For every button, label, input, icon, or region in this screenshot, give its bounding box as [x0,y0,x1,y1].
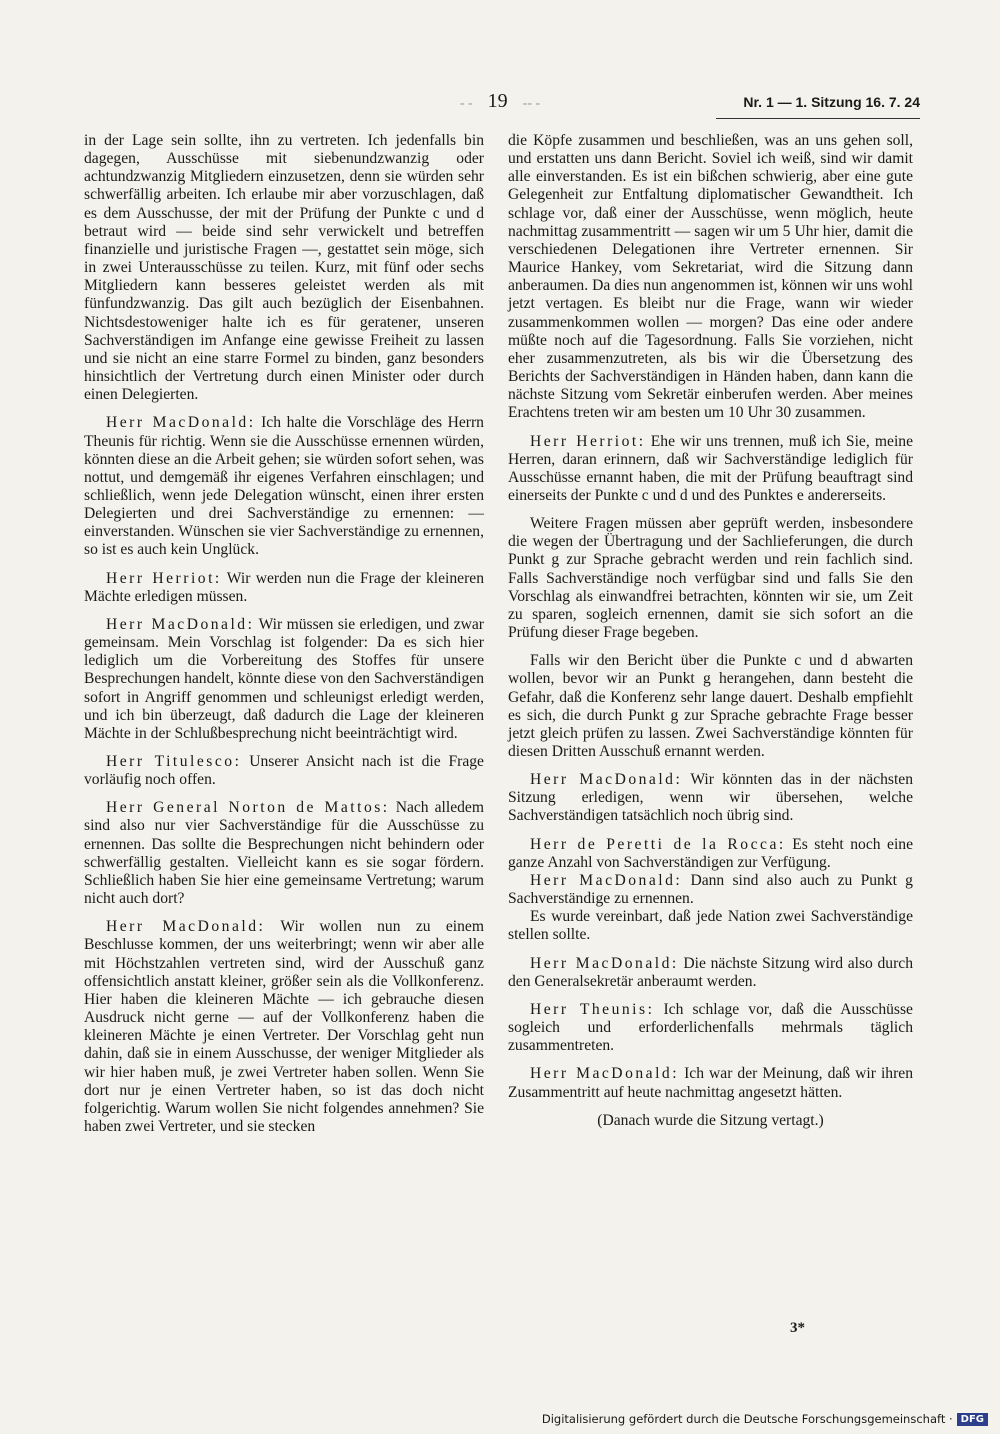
paragraph [508,515,913,642]
paragraph-text: Ich war der Meinung, daß wir ihren Zusammentritt auf heute nachmittag angesetzt hätten. [508,1065,913,1101]
footer-text: Digitalisierung gefördert durch die Deutsche Forschungsgemeinschaft · [541,1412,953,1426]
paragraph-text: Wir könnten das in der nächsten Sitzung erledigen, wenn wir übersehen, welche Sachverständigen tatsächlich noch übrig sind. [508,771,914,825]
speech-paragraph [508,836,913,872]
speaker-name: Herr MacDonald: [530,771,683,789]
speech-paragraph [508,955,913,991]
paragraph-text: Die nächste Sitzung wird also durch den Generalsekretär anberaumt werden. [508,954,914,990]
speech-paragraph [508,1065,913,1101]
footer-credit [542,1412,988,1426]
speaker-name: Herr MacDonald: [530,871,683,889]
paragraph-text: Es wurde vereinbart, daß jede Nation zwei Sachverständige stellen sollte. [508,908,913,944]
speech-paragraph [84,799,484,908]
paragraph-text: Nach alledem sind also nur vier Sachverständige für die Ausschüsse zu ernennen. Das sollte die Besprechungen nicht behindern oder schwerfällig gestalten. Vielleicht kann es sie sogar fördern. Schließlich haben Sie hier eine gemeinsame Vertretung; warum nicht auch dort? [84,799,484,908]
speaker-name: Herr Titulesco: [106,753,242,770]
paragraph-text: Ich halte die Vorschläge des Herrn Theunis für richtig. Wenn sie die Ausschüsse ernennen würden, könnten diese an die Arbeit gehen; sie würden sofort sehen, was nottut, und demgemäß ihr eigenes Verfahren einschlagen; und schließlich, wenn jede Delegation wünscht, einen ihrer ersten Delegierten und drei Sachverständige zu ernennen: — einverstanden. Wünschen sie vier Sachverständige zu ernennen, so ist es auch kein Unglück. [84,414,484,559]
paragraph-text: Falls wir den Bericht über die Punkte c und d abwarten wollen, bevor wir an Punkt g herangehen, dann besteht die Gefahr, daß die Konferenz sehr lange dauert. Deshalb empfiehlt es sich, die durch Punkt g zur Sprache gebrachte Frage besser jetzt gleich prüfen zu lassen. Zwei Sachverständige könnten für diesen Dritten Ausschuß ernannt werden. [508,652,913,760]
speech-paragraph [508,1001,913,1055]
session-label: Nr. 1 — 1. Sitzung 16. 7. 24 [743,94,920,110]
paragraph [508,908,913,944]
paragraph-text: Wir müssen sie erledigen, und zwar gemeinsam. Mein Vorschlag ist folgender: Da es sich hier lediglich um die Vorbereitung des Stoffes für unsere Besprechungen handelt, könnte diese von den Sachverständigen sofort in Angriff genommen und schleunigst erledigt werden, und ich bin überzeugt, daß dadurch die Lage der kleineren Mächte in der Schlußbesprechung nicht beeinträchtigt wird. [84,615,484,742]
closing-note [508,1112,913,1130]
header-rule [716,118,920,119]
dfg-logo: DFG [957,1413,988,1426]
paragraph-text: Es steht noch eine ganze Anzahl von Sachverständigen zur Verfügung. [508,835,913,871]
paragraph-text: Ich schlage vor, daß die Ausschüsse sogleich und erforderlichenfalls mehrmals täglich zusammentreten. [508,1000,913,1055]
paragraph-text: Unserer Ansicht nach ist die Frage vorläufig noch offen. [84,753,484,789]
speech-paragraph [84,570,484,606]
speech-paragraph [508,872,913,908]
paragraph-text: Weitere Fragen müssen aber geprüft werden, insbesondere die wegen der Übertragung und der Sachlieferungen, die durch Punkt g zur Sprache gebracht werden und rein fachlich sind. Falls Sachverständige noch verfügbar sind und falls Sie den Vorschlag als einwandfrei betrachten, könnten wir sie, um Zeit zu sparen, sogleich ernennen, damit sie sich sofort an die Prüfung dieser Frage begeben. [508,515,913,642]
paragraph-text: Wir wollen nun zu einem Beschlusse kommen, der uns weiterbringt; wenn wir aber alle mit Höchstzahlen vertreten sind, wird der Ausschuß ganz offensichtlich anstatt kleiner, größer sein als die Vollkonferenz. Hier haben die kleineren Mächte — ich gebrauche diesen Ausdruck nicht gerne — auf der Vollkonferenz haben die kleineren Mächte je einen Vertreter. Der Vorschlag geht nun dahin, daß sie in einem Ausschusse, der weniger Mitglieder als wir hier haben muß, je zwei Vertreter haben sollen. Wenn Sie dort nur je einen Vertreter haben, so ist das doch nicht folgerichtig. Warum wollen Sie nicht folgendes annehmen? Sie haben zwei Vertreter, und sie stecken [84,918,484,1135]
speech-paragraph [84,918,484,1136]
page-header [80,90,920,118]
speaker-name: Herr MacDonald: [530,1065,680,1083]
signature-mark: 3* [790,1320,805,1336]
paragraph-text: Wir werden nun die Frage der kleineren Mächte erledigen müssen. [84,569,484,605]
speech-paragraph [84,414,484,559]
right-column [508,132,913,1130]
speaker-name: Herr Theunis: [530,1000,655,1018]
page-number-text: 19 [487,90,508,112]
paragraph-text: (Danach wurde die Sitzung vertagt.) [597,1111,824,1129]
speech-paragraph [84,616,484,743]
speaker-name: Herr Herriot: [530,432,646,450]
speaker-name: Herr MacDonald: [106,615,255,633]
left-column [84,132,484,1136]
speaker-name: Herr MacDonald: [530,954,679,972]
speaker-name: Herr General Norton de Mattos: [106,799,390,817]
paragraph-text: Dann sind also auch zu Punkt g Sachverständige zu ernennen. [508,871,913,908]
paragraph [508,652,913,761]
speech-paragraph [508,771,913,825]
paragraph-text: die Köpfe zusammen und beschließen, was an uns gehen soll, und erstatten uns dann Bericht. Soviel ich weiß, sind wir damit alle einverstanden. Es ist ein bißchen schwierig, aber eine gute Gelegenheit zur Entfaltung diplomatischer Gewandtheit. Ich schlage vor, daß einer der Ausschüsse, wenn möglich, heute nachmittag zusammentritt — sagen wir um 5 Uhr hier, damit die verschiedenen Delegationen ihre Vertreter ernennen. Sir Maurice Hankey, vom Sekretariat, wird die Sitzung dann anberaumen. Da dies nun angenommen ist, können wir uns wohl jetzt vertagen. Es bleibt nur die Frage, wann wir wieder zusammenkommen wollen — morgen? Das eine oder andere müßte noch auf die Tagesordnung. Falls Sie vorziehen, nicht eher zusammenzutreten, als bis wir die Übersetzung des Berichts der Sachverständigen in Händen haben, dann kann die nächste Sitzung vom Sekretär einberufen werden. Aber meines Erachtens treten wir am besten um 10 Uhr 30 zusammen. [508,132,913,422]
speaker-name: Herr MacDonald: [106,414,256,432]
continued-paragraph [84,132,484,404]
paragraph-text: in der Lage sein sollte, ihn zu vertreten. Ich jedenfalls bin dagegen, Ausschüsse mit siebenundzwanzig oder achtundzwanzig Mitgliedern einzusetzen, denn sie würden sehr schwerfällig arbeiten. Ich erlaube mir aber vorzuschlagen, daß es dem Ausschusse, der mit der Prüfung der Punkte c und d betraut wird — beide sind sehr verwickelt und betreffen finanzielle und juristische Fragen —, gestattet sein möge, sich in zwei Unterausschüsse zu teilen. Kurz, mit fünf oder sechs Mitgliedern kann besseres geleistet werden als mit fünfundzwanzig. Das gilt auch bezüglich der Eisenbahnen. Nichtsdestoweniger halte ich es für geratener, unseren Sachverständigen im Anfange eine gewisse Freiheit zu lassen und sie nicht an eine starre Formel zu binden, ganz besonders hinsichtlich der Vertretung durch einen Minister oder durch einen Delegierten. [84,132,484,404]
speaker-name: Herr MacDonald: [106,918,266,936]
speech-paragraph [508,433,913,506]
header-dash-right: -- - [522,96,541,111]
speaker-name: Herr Herriot: [106,569,222,587]
header-dash-left: - - [459,96,473,111]
paragraph-text: Ehe wir uns trennen, muß ich Sie, meine Herren, daran erinnern, daß wir Sachverständige lediglich für Ausschüsse ernannt haben, die mit der Prüfung beauftragt sind einerseits der Punkte c und d und des Punktes e andererseits. [508,432,913,504]
speech-paragraph [84,753,484,789]
continued-paragraph [508,132,913,423]
speaker-name: Herr de Peretti de la Rocca: [530,835,786,853]
